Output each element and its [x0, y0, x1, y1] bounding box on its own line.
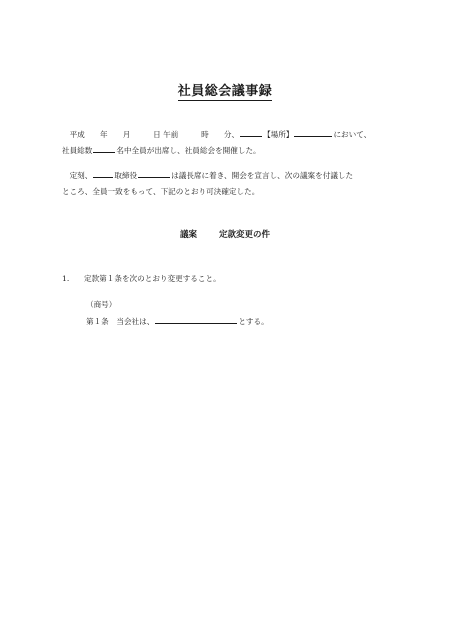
opening-line-1 [62, 127, 402, 143]
item-text: 定款第１条を次のとおり変更すること。 [84, 274, 221, 283]
blank-field-place [294, 128, 332, 137]
title-text: 社員総会議事録 [177, 84, 273, 99]
document-title [0, 80, 450, 99]
date-time-text: 平成 年 月 日 午前 時 分、 [69, 130, 240, 139]
article-1 [86, 315, 269, 327]
attendance-text: 名中全員が出席し、社員総会を開催した。 [116, 146, 261, 155]
place-suffix: において、 [333, 130, 372, 139]
agenda-name: 定款変更の件 [219, 230, 271, 240]
blank-field-director-name [138, 169, 170, 178]
blank-field-time [240, 128, 262, 137]
chair-paragraph [62, 168, 402, 200]
blank-field-member-count [93, 144, 115, 153]
opening-line-2 [62, 143, 402, 159]
member-count-label: 社員総数 [62, 146, 93, 155]
article-label: 第１条 当会社は、 [86, 317, 155, 326]
agenda-item-1 [62, 273, 221, 285]
clause-heading: （商号） [86, 300, 117, 309]
resolution-text: ところ、全員一致をもって、下記のとおり可決確定した。 [62, 187, 260, 196]
agenda-label: 議案 [179, 230, 197, 240]
director-label: 取締役 [114, 171, 138, 180]
blank-field-title [93, 169, 113, 178]
opening-paragraph [62, 127, 402, 159]
chair-line-1 [62, 168, 402, 184]
agenda-subject [0, 228, 450, 240]
on-time-text: 定刻、 [69, 171, 93, 180]
blank-field-company-name [155, 315, 237, 324]
place-label: 【場所】 [263, 130, 294, 139]
chair-text: は議長席に着き、開会を宣言し、次の議案を付議した [171, 171, 354, 180]
item-number: 1. [62, 274, 70, 283]
article-suffix: とする。 [238, 317, 269, 326]
chair-line-2 [62, 184, 402, 200]
